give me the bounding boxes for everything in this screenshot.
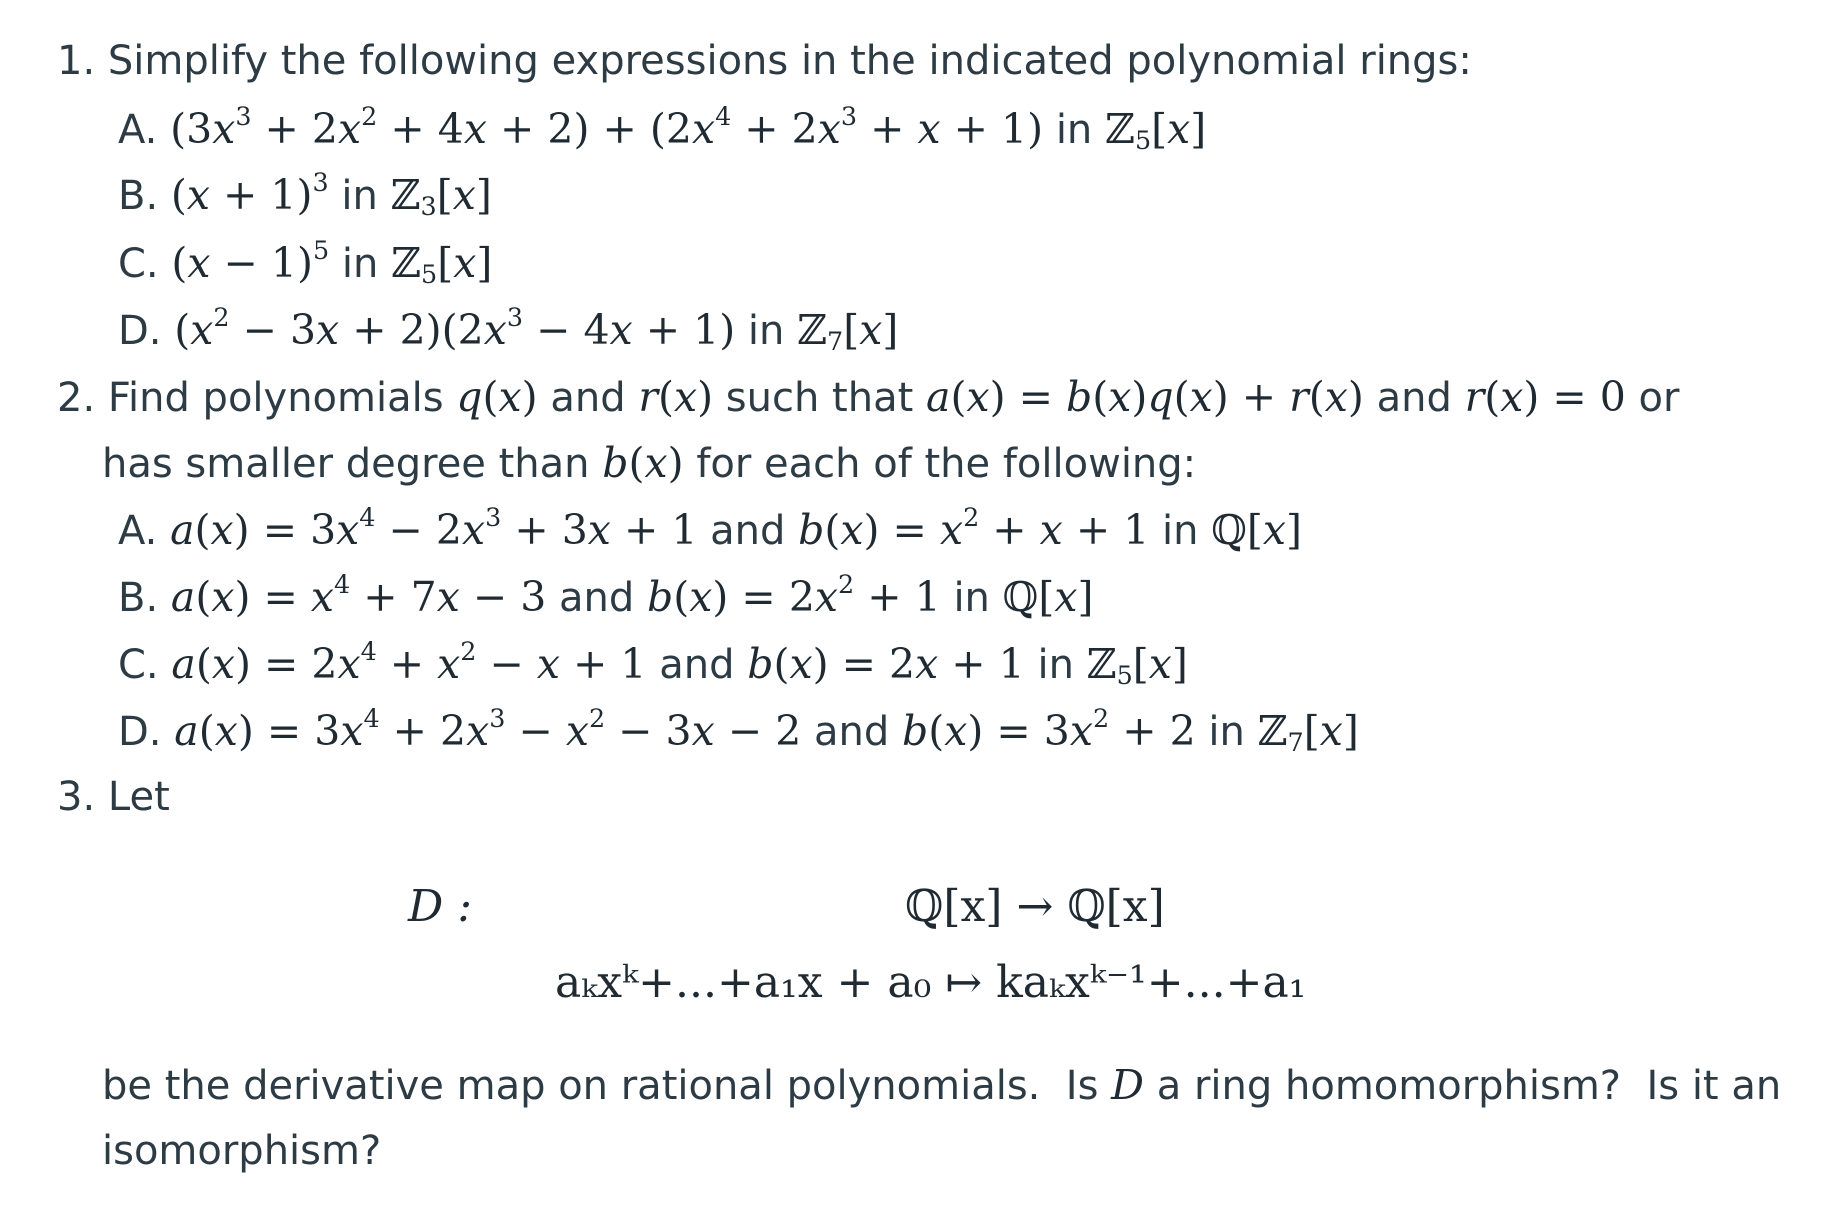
problem-3-closing-line-2: isomorphism?: [102, 1128, 382, 1174]
problem-1-item-b: B. $(x + 1)^3$ in ℤ$_3$[x]: [118, 166, 492, 222]
problem-2-item-d: D. $a(x) = 3x^4 + 2x^3 - x^2 - 3x - 2$ and $b(x) = 3x^2 + 2$ in ℤ$_7$[x]: [118, 702, 1359, 758]
map-rule: aₖxᵏ+...+a₁x + a₀ ↦ kaₖxᵏ⁻¹+...+a₁: [555, 957, 1307, 1008]
item-label: C.: [118, 241, 159, 287]
problem-2-item-c: C. $a(x) = 2x^4 + x^2 - x + 1$ and b(x) = 2x + 1 in ℤ$_5$[x]: [118, 635, 1188, 691]
problem-1-item-d: D. $(x^2 - 3x + 2)(2x^3 - 4x + 1)$ in ℤ$_7$[x]: [118, 301, 899, 357]
item-label: B.: [118, 575, 159, 621]
map-name: D :: [408, 881, 473, 932]
item-label: B.: [118, 173, 159, 219]
problem-2-heading-line-1: 2. Find polynomials q(x) and r(x) such that a(x) = b(x)q(x) + r(x) and r(x) = 0 or: [57, 373, 1680, 421]
problem-1-heading: 1. Simplify the following expressions in the indicated polynomial rings:: [57, 38, 1472, 84]
item-label: C.: [118, 642, 159, 688]
item-label: D.: [118, 709, 162, 755]
problem-3-closing-line-1: be the derivative map on rational polynomials. Is D a ring homomorphism? Is it an: [102, 1061, 1782, 1109]
problem-1-item-c: C. $(x - 1)^5$ in ℤ$_5$[x]: [118, 234, 493, 290]
problem-2-item-a: A. $a(x) = 3x^4 - 2x^3 + 3x + 1$ and $b(x) = x^2 + x + 1$ in ℚ[x]: [118, 501, 1303, 554]
item-label: D.: [118, 308, 162, 354]
item-label: A.: [118, 508, 158, 554]
problem-1-item-a: A. $(3x^3 + 2x^2 + 4x + 2) + (2x^4 + 2x^3 + x + 1)$ in ℤ$_5$[x]: [118, 100, 1207, 156]
item-label: A.: [118, 107, 158, 153]
problem-2-item-b: B. $a(x) = x^4 + 7x - 3$ and $b(x) = 2x^2 + 1$ in ℚ[x]: [118, 568, 1094, 621]
map-domain-codomain: ℚ[x] → ℚ[x]: [905, 881, 1165, 932]
problem-2-heading-line-2: has smaller degree than b(x) for each of the following:: [102, 439, 1197, 487]
problem-3-heading: 3. Let: [57, 774, 170, 820]
